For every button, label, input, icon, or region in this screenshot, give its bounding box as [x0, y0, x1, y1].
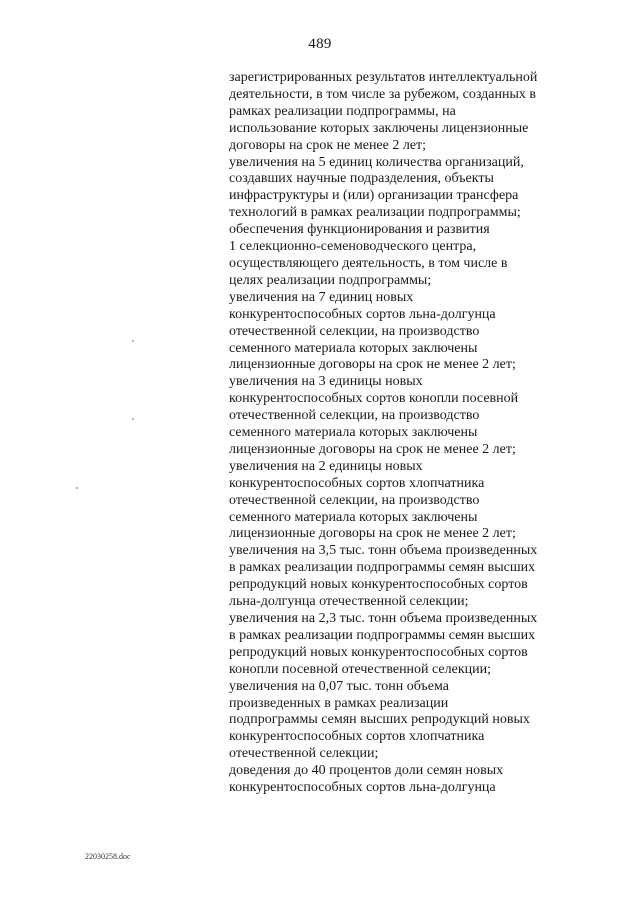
- text-line: семенного материала которых заключены: [229, 509, 478, 525]
- text-line: отечественной селекции;: [229, 746, 379, 762]
- text-line: увеличения на 7 единиц новых: [229, 289, 414, 305]
- page-number: 489: [308, 36, 332, 52]
- text-line: отечественной селекции, на производство: [229, 323, 480, 339]
- text-line: в рамках реализации подпрограммы семян высших: [229, 560, 536, 576]
- scan-artifact: [132, 340, 134, 342]
- text-line: отечественной селекции, на производство: [229, 408, 480, 424]
- text-line: инфраструктуры и (или) организации трансфера: [229, 188, 519, 204]
- text-line: конкурентоспособных сортов льна-долгунца: [229, 780, 496, 796]
- text-line: обеспечения функционирования и развития: [229, 222, 490, 238]
- text-line: увеличения на 0,07 тыс. тонн объема: [229, 678, 449, 694]
- text-line: рамках реализации подпрограммы, на: [229, 103, 456, 119]
- text-line: лицензионные договоры на срок не менее 2 лет;: [229, 357, 516, 373]
- text-line: 1 селекционно-семеноводческого центра,: [229, 239, 477, 255]
- document-body: [229, 70, 574, 797]
- text-line: увеличения на 3,5 тыс. тонн объема произведенных: [229, 543, 538, 559]
- text-line: репродукций новых конкурентоспособных сортов: [229, 577, 528, 593]
- file-name-footer: 22030258.doc: [85, 852, 131, 861]
- text-line: лицензионные договоры на срок не менее 2 лет;: [229, 441, 516, 457]
- text-line: зарегистрированных результатов интеллектуальной: [229, 70, 538, 85]
- text-line: отечественной селекции, на производство: [229, 492, 480, 508]
- text-line: доведения до 40 процентов доли семян новых: [229, 763, 504, 779]
- text-line: конопли посевной отечественной селекции;: [229, 661, 492, 677]
- text-line: лицензионные договоры на срок не менее 2 лет;: [229, 526, 516, 542]
- text-line: репродукций новых конкурентоспособных сортов: [229, 644, 528, 660]
- text-line: технологий в рамках реализации подпрограммы;: [229, 205, 521, 221]
- text-line: целях реализации подпрограммы;: [229, 272, 432, 288]
- scan-artifact: [132, 418, 134, 420]
- text-line: увеличения на 3 единицы новых: [229, 374, 423, 390]
- text-line: использование которых заключены лицензионные: [229, 120, 529, 136]
- text-line: создавших научные подразделения, объекты: [229, 171, 494, 187]
- text-line: договоры на срок не менее 2 лет;: [229, 137, 427, 153]
- text-line: осуществляющего деятельность, в том числе в: [229, 255, 508, 271]
- text-line: конкурентоспособных сортов льна-долгунца: [229, 306, 496, 322]
- text-line: конкурентоспособных сортов конопли посевной: [229, 391, 519, 407]
- scan-artifact: [76, 487, 78, 489]
- text-line: увеличения на 2,3 тыс. тонн объема произведенных: [229, 611, 538, 626]
- text-line: увеличения на 5 единиц количества организаций,: [229, 154, 524, 170]
- text-line: в рамках реализации подпрограммы семян высших: [229, 627, 536, 643]
- text-line: конкурентоспособных сортов хлопчатника: [229, 475, 485, 491]
- text-line: льна-долгунца отечественной селекции;: [229, 594, 469, 610]
- text-line: подпрограммы семян высших репродукций новых: [229, 712, 530, 728]
- text-line: конкурентоспособных сортов хлопчатника: [229, 729, 485, 745]
- text-line: семенного материала которых заключены: [229, 425, 478, 441]
- text-line: произведенных в рамках реализации: [229, 695, 449, 711]
- text-line: увеличения на 2 единицы новых: [229, 458, 423, 474]
- text-line: деятельности, в том числе за рубежом, созданных в: [229, 86, 537, 102]
- text-line: семенного материала которых заключены: [229, 340, 478, 356]
